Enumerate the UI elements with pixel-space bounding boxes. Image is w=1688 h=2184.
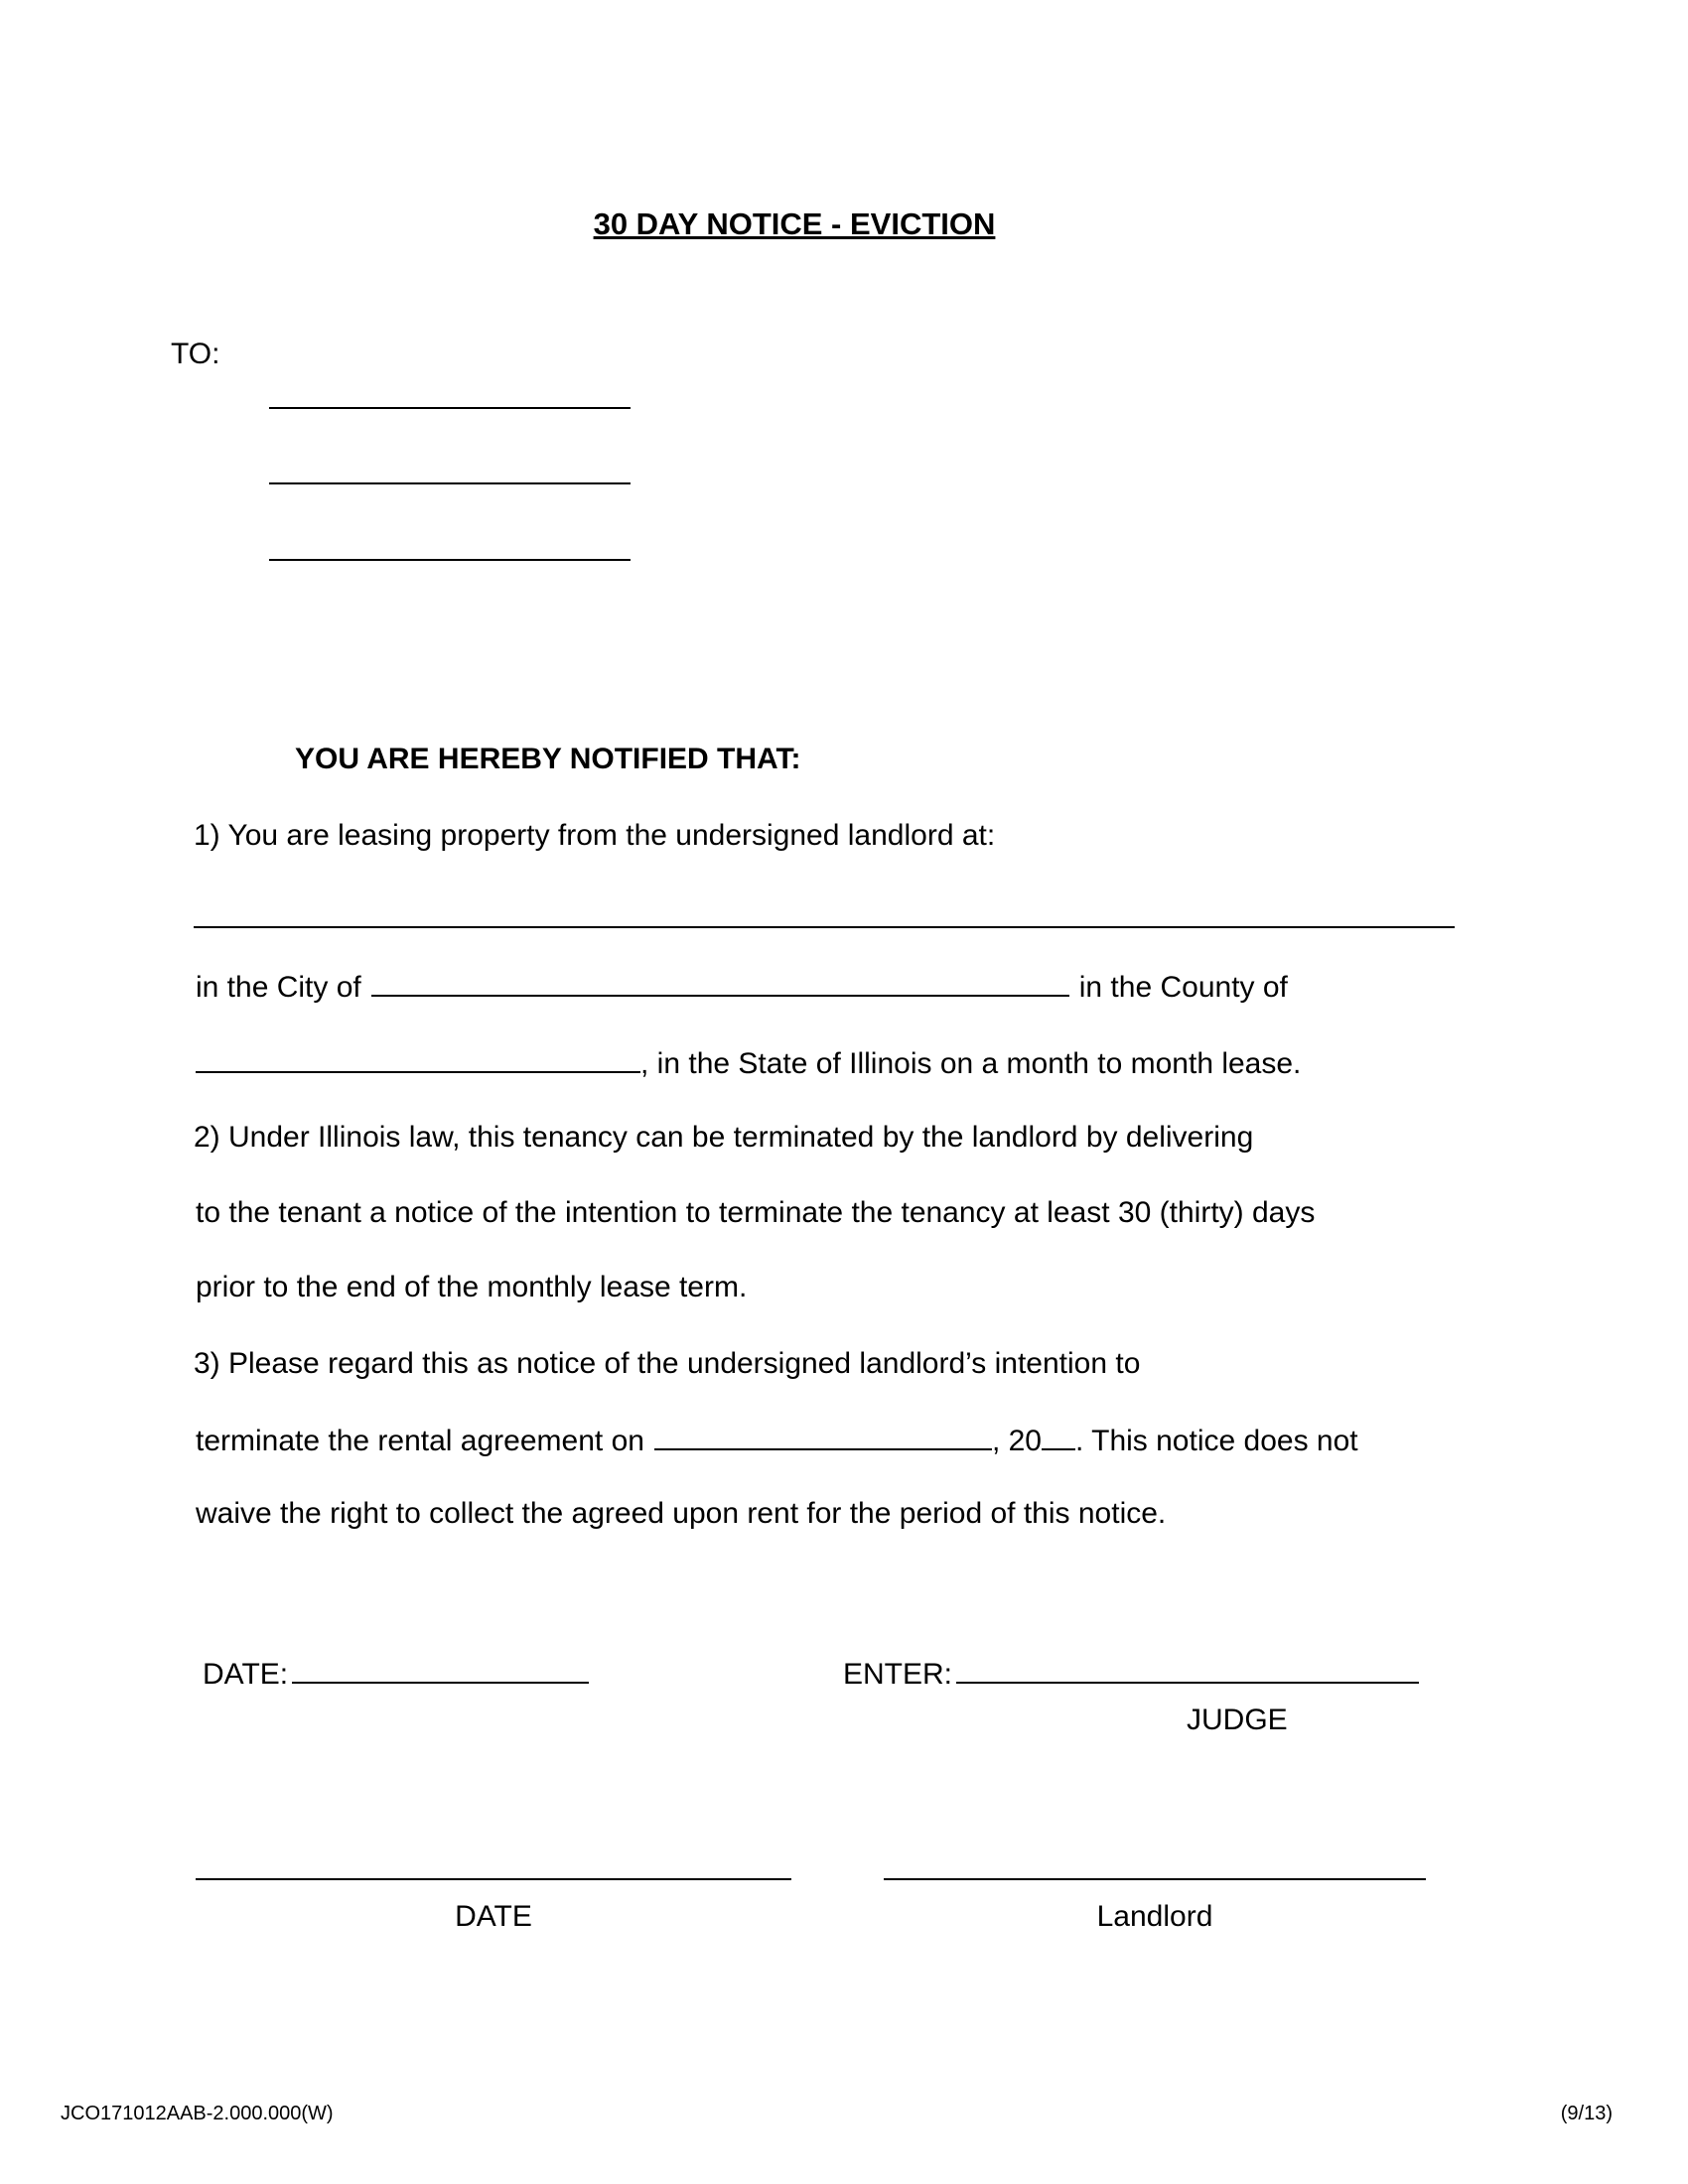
to-label: TO: — [171, 338, 220, 370]
date-blank[interactable] — [292, 1656, 589, 1684]
landlord-signature-line[interactable] — [884, 1878, 1426, 1880]
termination-prefix: terminate the rental agreement on — [196, 1425, 644, 1457]
property-address-line[interactable] — [194, 926, 1455, 928]
enter-field — [843, 1656, 1423, 1692]
enter-label: ENTER: — [843, 1658, 953, 1691]
document-title: 30 DAY NOTICE - EVICTION — [593, 206, 996, 241]
landlord-caption: Landlord — [1096, 1900, 1213, 1933]
para3-line2 — [196, 1423, 1358, 1458]
date-signature-line[interactable] — [196, 1878, 791, 1880]
judge-signature-blank[interactable] — [956, 1656, 1419, 1684]
date-label: DATE: — [203, 1658, 289, 1691]
recipient-line-2[interactable] — [269, 482, 631, 484]
termination-date-blank[interactable] — [654, 1423, 992, 1450]
recipient-line-1[interactable] — [269, 407, 631, 409]
state-suffix: , in the State of Illinois on a month to month lease. — [640, 1047, 1302, 1080]
year-prefix: , 20 — [991, 1425, 1042, 1457]
year-blank[interactable] — [1042, 1423, 1075, 1450]
notified-heading: YOU ARE HEREBY NOTIFIED THAT: — [295, 743, 801, 775]
judge-label: JUDGE — [1187, 1704, 1288, 1736]
county-state-line — [196, 1045, 1301, 1081]
termination-suffix: . This notice does not — [1074, 1425, 1358, 1457]
city-blank[interactable] — [371, 969, 1069, 997]
para2-line2: to the tenant a notice of the intention to terminate the tenancy at least 30 (thirty) days — [196, 1196, 1316, 1229]
revision-date: (9/13) — [1560, 2103, 1613, 2124]
county-suffix: in the County of — [1078, 971, 1288, 1004]
recipient-line-3[interactable] — [269, 559, 631, 561]
para3-line1: 3) Please regard this as notice of the undersigned landlord’s intention to — [194, 1347, 1141, 1380]
para2-line1: 2) Under Illinois law, this tenancy can be terminated by the landlord by delivering — [194, 1121, 1254, 1154]
para3-line3: waive the right to collect the agreed upon rent for the period of this notice. — [196, 1497, 1167, 1530]
date-field — [203, 1656, 593, 1692]
date-caption: DATE — [455, 1900, 532, 1933]
city-prefix: in the City of — [196, 971, 361, 1004]
para2-line3: prior to the end of the monthly lease term. — [196, 1271, 748, 1303]
county-blank[interactable] — [196, 1045, 640, 1073]
para1-line1: 1) You are leasing property from the undersigned landlord at: — [194, 819, 996, 852]
form-code: JCO171012AAB-2.000.000(W) — [61, 2103, 334, 2124]
city-county-line — [196, 969, 1288, 1005]
